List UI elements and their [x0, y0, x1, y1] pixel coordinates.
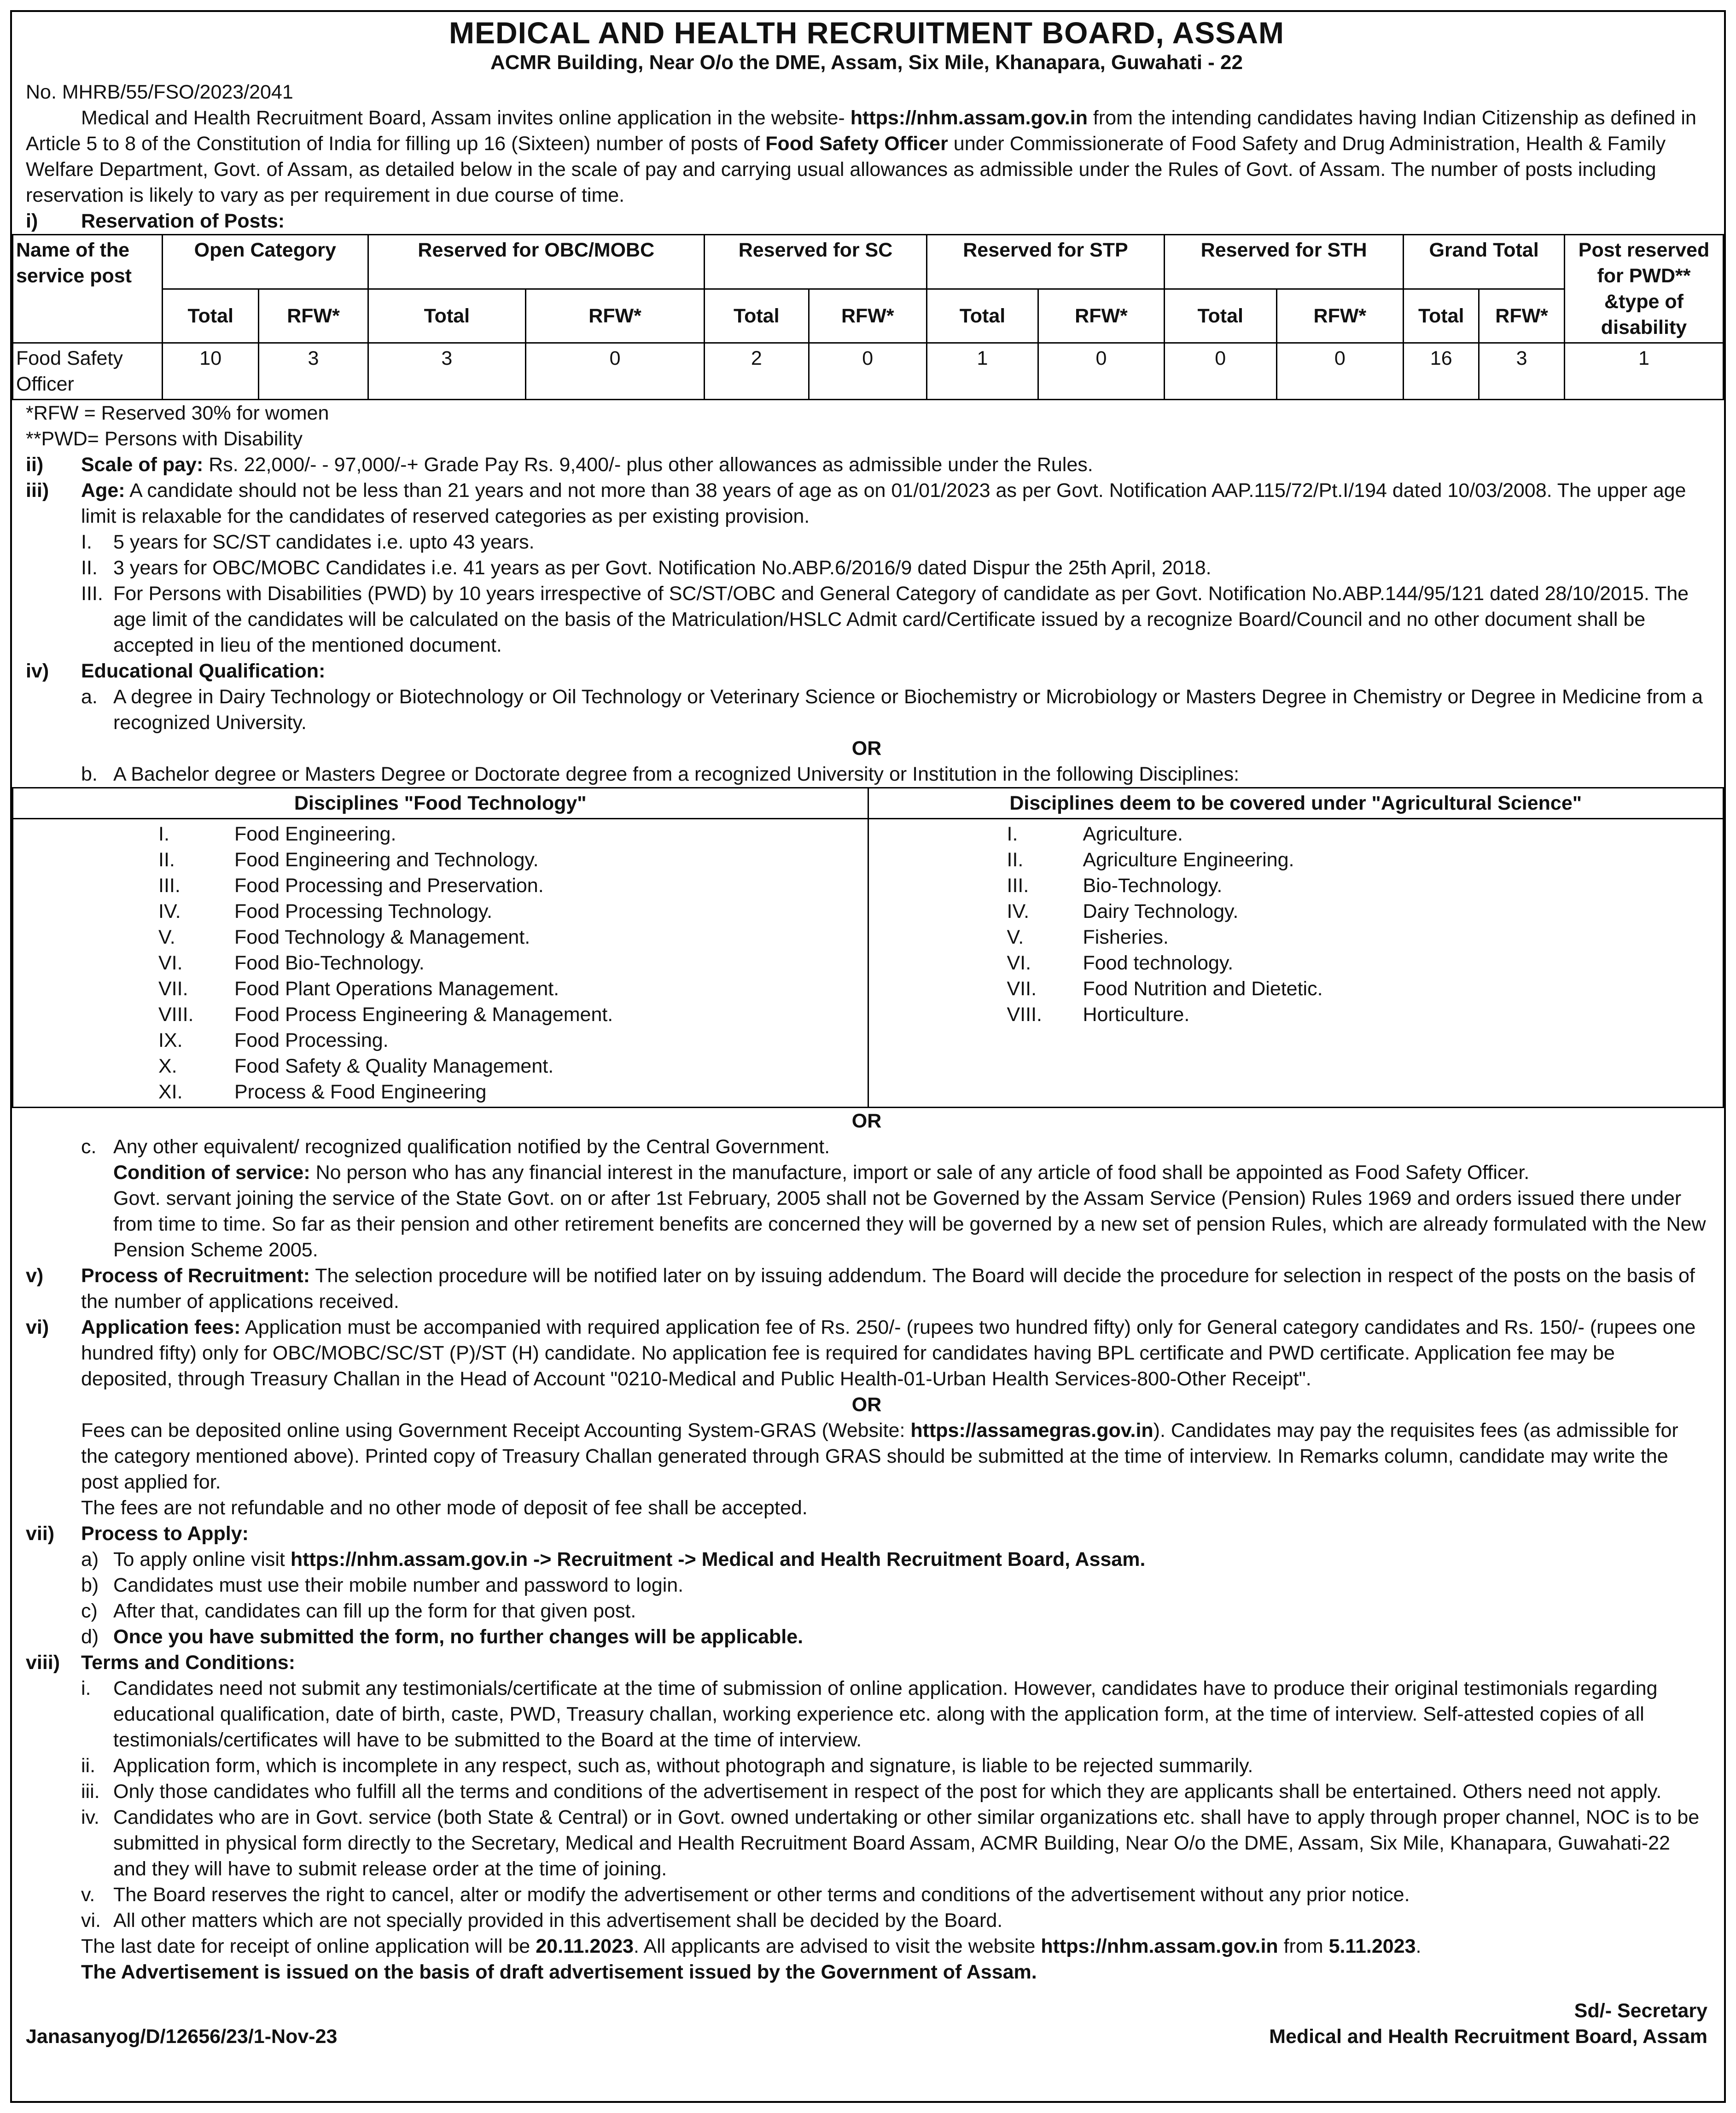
or-separator: OR [851, 1394, 882, 1416]
list-item: d) Once you have submitted the form, no further changes will be applicable. [81, 1626, 804, 1648]
col-group: Reserved for SC [705, 235, 927, 289]
disciplines-table [12, 787, 1724, 1108]
list-item: III. Food Processing and Preservation. [158, 875, 544, 897]
food-technology-list [13, 819, 868, 1108]
advertisement-document [10, 10, 1726, 2103]
col-group: Grand Total [1404, 235, 1565, 289]
scale-of-pay: ii) Scale of pay: Rs. 22,000/- - 97,000/-+ Grade Pay Rs. 9,400/- plus other allowances as admissible under the Rules. [26, 454, 1093, 476]
signature-sd: Sd/- Secretary [1574, 2000, 1707, 2022]
website-link[interactable]: https://nhm.assam.gov.in [850, 107, 1088, 129]
footer [26, 1998, 1707, 2049]
list-item: I. Food Engineering. [158, 823, 396, 845]
education-heading: iv) Educational Qualification: [26, 660, 326, 682]
list-item: II. Agriculture Engineering. [1007, 849, 1294, 871]
col-group: Reserved for STH [1164, 235, 1403, 289]
list-item: IV. Food Processing Technology. [158, 900, 493, 922]
pwd-note: **PWD= Persons with Disability [26, 428, 303, 450]
last-date-note: The last date for receipt of online application will be 20.11.2023. All applicants are advised to visit the website https://nhm.assam.gov.in from 5.11.2023. [81, 1935, 1421, 1957]
list-item: a. A degree in Dairy Technology or Biotechnology or Oil Technology or Veterinary Science or Biochemistry or Microbiology or Masters Degree in Chemistry or Degree in Medicine from a recognized University. [81, 686, 1703, 734]
list-item: v. The Board reserves the right to cancel, alter or modify the advertisement or other terms and conditions of the advertisement without any prior notice. [81, 1884, 1410, 1906]
list-item: VII. Food Plant Operations Management. [158, 978, 559, 1000]
fee-refund-note: The fees are not refundable and no other mode of deposit of fee shall be accepted. [81, 1497, 808, 1519]
list-item: i. Candidates need not submit any testimonials/certificate at the time of submission of online application. However, candidates have to produce their original testimonials regarding educational qualification, date of birth, caste, PWD, Treasury challan, working experience etc. along with the application form, at the time of interview. Self-attested copies of all testimonials/certificates will have to be submitted to the Board at the time of interview. [81, 1677, 1658, 1751]
board-address: ACMR Building, Near O/o the DME, Assam, Six Mile, Khanapara, Guwahati - 22 [490, 51, 1243, 74]
apply-link[interactable]: https://nhm.assam.gov.in -> Recruitment -> Medical and Health Recruitment Board, Assam. [290, 1548, 1146, 1570]
online-fee-paragraph: Fees can be deposited online using Government Receipt Accounting System-GRAS (Website: https://assamegras.gov.in). Candidates may pay the requisites fees (as admissible for the category mentioned above). Printed copy of Treasury Challan generated through GRAS should be submitted at the time of interview. In Remarks column, candidate may write the post applied for. [81, 1419, 1678, 1493]
list-item: II. Food Engineering and Technology. [158, 849, 539, 871]
start-date: 5.11.2023 [1328, 1935, 1416, 1957]
list-item: I. Agriculture. [1007, 823, 1183, 845]
list-item: V. Fisheries. [1007, 926, 1169, 948]
reservation-table [12, 234, 1724, 400]
col-group: Reserved for OBC/MOBC [368, 235, 704, 289]
list-item: a) To apply online visit https://nhm.assam.gov.in -> Recruitment -> Medical and Health Recruitment Board, Assam. [81, 1548, 1146, 1570]
list-item: b. A Bachelor degree or Masters Degree or Doctorate degree from a recognized University or Institution in the following Disciplines: [81, 763, 1240, 785]
list-item: II. 3 years for OBC/MOBC Candidates i.e. 41 years as per Govt. Notification No.ABP.6/2016/9 dated Dispur the 25th April, 2018. [81, 557, 1212, 579]
or-separator: OR [851, 1110, 882, 1132]
list-item: X. Food Safety & Quality Management. [158, 1055, 554, 1077]
list-item: VIII. Horticulture. [1007, 1004, 1190, 1026]
condition-of-service: Condition of service: No person who has any financial interest in the manufacture, import or sale of any article of food shall be appointed as Food Safety Officer. [113, 1162, 1530, 1184]
agricultural-science-heading: Disciplines deem to be covered under "Agricultural Science" [868, 788, 1724, 819]
intro-paragraph: Medical and Health Recruitment Board, Assam invites online application in the website- https://nhm.assam.gov.in from the intending candidates having Indian Citizenship as defined in Article 5 to 8 of the Constitution of India for filling up 16 (Sixteen) number of posts of Food Safety Officer under Commissionerate of Food Safety and Drug Administration, Health & Family Welfare Department, Govt. of Assam, as detailed below in the scale of pay and carrying usual allowances as admissible under the Rules of Govt. of Assam. The number of posts including reservation is likely to vary as per requirement in due course of time. [26, 107, 1696, 206]
list-item: b) Candidates must use their mobile number and password to login. [81, 1574, 684, 1596]
list-item: III. Bio-Technology. [1007, 875, 1223, 897]
list-item: VI. Food Bio-Technology. [158, 952, 425, 974]
application-fees: vi) Application fees: Application must be accompanied with required application fee of Rs. 250/- (rupees two hundred fifty) only for General category candidates and Rs. 150/- (rupees one hundred fifty) only for OBC/MOBC/SC/ST (P)/ST (H) candidate. No application fee is required for candidates having BPL certificate and PWD certificate. Application fee may be deposited, through Treasury Challan in the Head of Account "0210-Medical and Public Health-01-Urban Health Services-800-Other Receipt". [26, 1316, 1696, 1390]
col-group: Open Category [163, 235, 368, 289]
or-separator: OR [851, 737, 882, 759]
age-section: iii) Age: A candidate should not be less than 21 years and not more than 38 years of age as on 01/01/2023 as per Govt. Notification AAP.115/72/Pt.I/194 dated 10/03/2008. The upper age limit is relaxable for the candidates of reserved categories as per existing provision. [26, 479, 1686, 527]
signatory-board: Medical and Health Recruitment Board, Assam [1269, 2025, 1707, 2048]
list-item: IX. Food Processing. [158, 1029, 389, 1051]
process-to-apply-heading: vii) Process to Apply: [26, 1523, 249, 1545]
list-item: I. 5 years for SC/ST candidates i.e. upto 43 years. [81, 531, 535, 553]
table-subheader-row: Total RFW* Total RFW* Total RFW* Total RFW* Total RFW* Total RFW* [13, 289, 1724, 343]
list-item: vi. All other matters which are not specially provided in this advertisement shall be decided by the Board. [81, 1909, 1003, 1932]
table-row: Food Safety Officer 10 3 3 0 2 0 1 0 0 0 16 3 1 [13, 343, 1724, 400]
reservation-heading: i) Reservation of Posts: [26, 210, 285, 232]
list-item: IV. Dairy Technology. [1007, 900, 1239, 922]
board-title: MEDICAL AND HEALTH RECRUITMENT BOARD, ASSAM [449, 16, 1284, 50]
rfw-note: *RFW = Reserved 30% for women [26, 402, 329, 424]
list-item: iv. Candidates who are in Govt. service (both State & Central) or in Govt. owned undertaking or other similar organizations etc. shall have to apply through proper channel, NOC is to be submitted in physical form directly to the Secretary, Medical and Health Recruitment Board Assam, ACMR Building, Near O/o the DME, Assam, Six Mile, Khanapara, Guwahati-22 and they will have to submit release order at the time of joining. [81, 1806, 1700, 1880]
col-pwd: Post reserved for PWD** &type of disability [1565, 235, 1724, 343]
table-header-row [13, 235, 1724, 289]
reference-number: No. MHRB/55/FSO/2023/2041 [26, 81, 293, 103]
list-item: c) After that, candidates can fill up the form for that given post. [81, 1600, 636, 1622]
list-item: VII. Food Nutrition and Dietetic. [1007, 978, 1323, 1000]
process-of-recruitment: v) Process of Recruitment: The selection procedure will be notified later on by issuing addendum. The Board will decide the procedure for selection in respect of the posts on the basis of the number of applications received. [26, 1265, 1695, 1313]
list-item: XI. Process & Food Engineering [158, 1081, 487, 1103]
draft-note: The Advertisement is issued on the basis of draft advertisement issued by the Government of Assam. [81, 1961, 1037, 1983]
col-group: Reserved for STP [926, 235, 1164, 289]
list-item: c. Any other equivalent/ recognized qualification notified by the Central Government. [81, 1136, 830, 1158]
list-item: V. Food Technology & Management. [158, 926, 530, 948]
post-name: Food Safety Officer [765, 133, 948, 155]
list-item: VIII. Food Process Engineering & Management. [158, 1004, 613, 1026]
agricultural-science-list [868, 819, 1724, 1108]
last-date: 20.11.2023 [536, 1935, 634, 1957]
list-item: III. For Persons with Disabilities (PWD) by 10 years irrespective of SC/ST/OBC and General Category of candidate as per Govt. Notification No.ABP.144/95/121 dated 28/10/2015. The age limit of the candidates will be calculated on the basis of the Matriculation/HSLC Admit card/Certificate issued by a recognize Board/Council and no other document shall be accepted in lieu of the mentioned document. [81, 583, 1689, 656]
pension-note: Govt. servant joining the service of the State Govt. on or after 1st February, 2005 shall not be Governed by the Assam Service (Pension) Rules 1969 and orders issued there under from time to time. So far as their pension and other retirement benefits are concerned they will be governed by a new set of pension Rules, which are already formulated with the New Pension Scheme 2005. [113, 1187, 1706, 1261]
nhm-link[interactable]: https://nhm.assam.gov.in [1041, 1935, 1278, 1957]
col-service-post: Name of the service post [13, 235, 163, 343]
gras-link[interactable]: https://assamegras.gov.in [910, 1419, 1153, 1442]
terms-heading: viii) Terms and Conditions: [26, 1652, 296, 1674]
food-technology-heading: Disciplines "Food Technology" [13, 788, 868, 819]
janasanyog-ref: Janasanyog/D/12656/23/1-Nov-23 [26, 2025, 338, 2048]
list-item: iii. Only those candidates who fulfill all the terms and conditions of the advertisement in respect of the post for which they are applicants shall be entertained. Others need not apply. [81, 1780, 1662, 1803]
list-item: VI. Food technology. [1007, 952, 1234, 974]
list-item: ii. Application form, which is incomplete in any respect, such as, without photograph and signature, is liable to be rejected summarily. [81, 1755, 1253, 1777]
